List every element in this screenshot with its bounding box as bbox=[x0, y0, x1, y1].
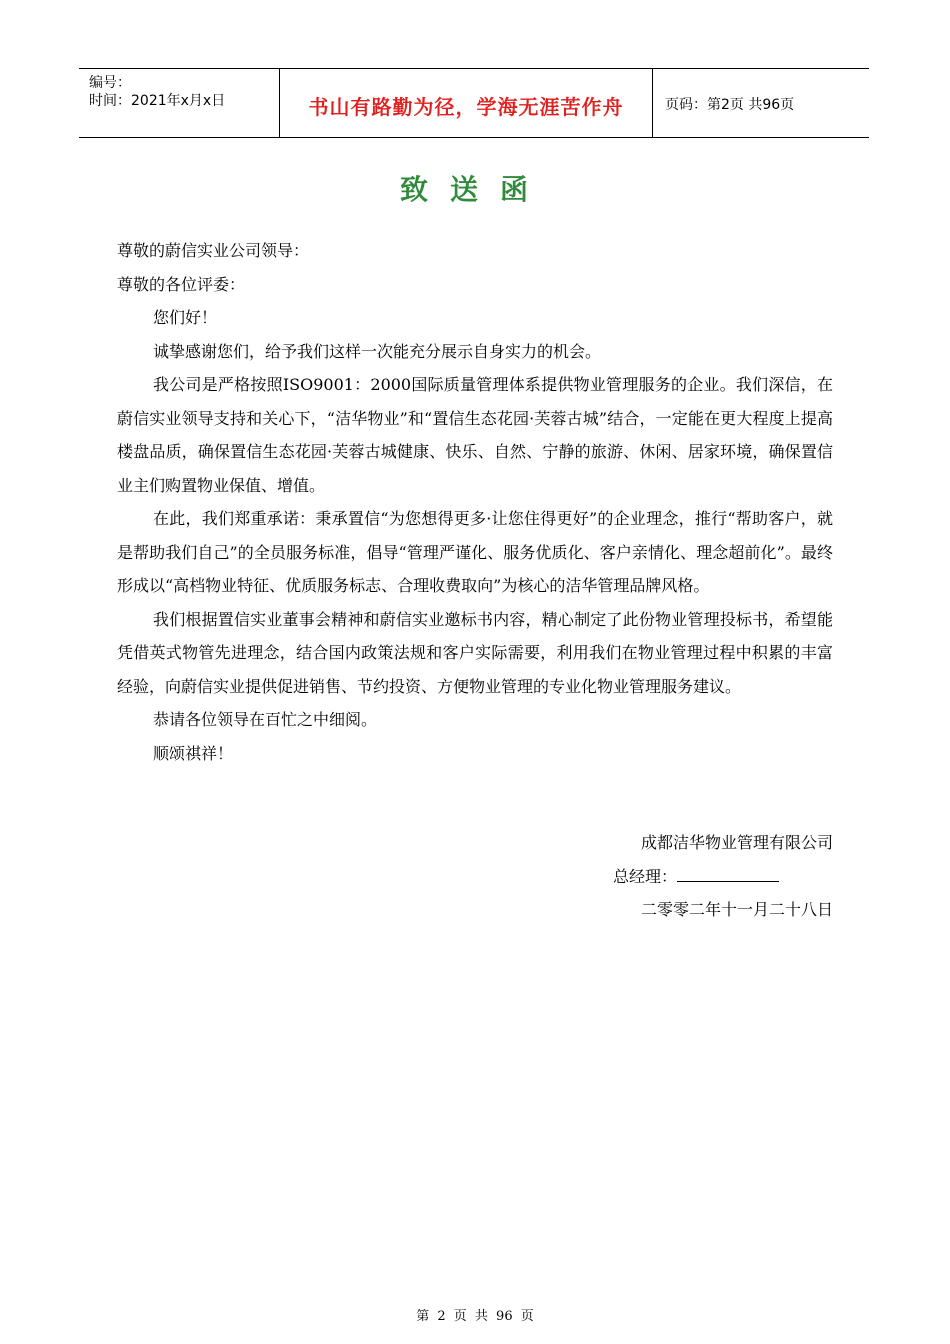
salutation-judges: 尊敬的各位评委： bbox=[117, 274, 246, 294]
greeting-paragraph: 您们好！ bbox=[153, 308, 218, 327]
closing-paragraph: 顺颂祺祥！ bbox=[153, 743, 234, 763]
signature-manager-row bbox=[613, 860, 833, 894]
proposal-paragraph: 我们根据置信实业董事会精神和蔚信实业邀标书内容，精心制定了此份物业管理投标书，希望能凭借英式物管先进理念，结合国内政策法规和客户实际需要，利用我们在物业管理过程中积累的丰富经验，向蔚信实业提供促进销售、节约投资、方便物业管理的专业化物业管理服务建议。 bbox=[117, 609, 833, 696]
signature-block bbox=[613, 826, 833, 927]
signature-manager-label: 总经理： bbox=[613, 866, 678, 886]
request-paragraph: 恭请各位领导在百忙之中细阅。 bbox=[153, 710, 378, 729]
document-title: 致送函 bbox=[399, 173, 550, 206]
header-page-info: 页码：第2页 共96页 bbox=[665, 97, 795, 113]
thanks-paragraph: 诚挚感谢您们，给予我们这样一次能充分展示自身实力的机会。 bbox=[153, 341, 602, 361]
company-intro-paragraph: 我公司是严格按照ISO9001：2000国际质量管理体系提供物业管理服务的企业。我们深信，在蔚信实业领导支持和关心下，“洁华物业”和“置信生态花园·芙蓉古城”结合，一定能在更大程度上提高楼盘品质，确保置信生态花园·芙蓉古城健康、快乐、自然、宁静的旅游、休闲、居家环境，确保置信业主们购置物业保值、增值。 bbox=[117, 375, 833, 495]
header-page-cell bbox=[653, 69, 869, 137]
document-time-label: 时间：2021年x月x日 bbox=[89, 93, 226, 109]
signature-line bbox=[677, 867, 779, 882]
salutation-leaders: 尊敬的蔚信实业公司领导： bbox=[117, 241, 310, 260]
commitment-paragraph: 在此，我们郑重承诺：秉承置信“为您想得更多·让您住得更好”的企业理念，推行“帮助客户，就是帮助我们自己”的全员服务标准，倡导“管理严谨化、服务优质化、客户亲情化、理念超前化”。最终形成以“高档物业特征、优质服务标志、合理收费取向”为核心的洁华管理品牌风格。 bbox=[117, 509, 833, 595]
letter-body bbox=[117, 234, 833, 770]
header-motto-cell bbox=[280, 69, 653, 137]
document-number-label: 编号： bbox=[89, 75, 131, 91]
header-motto: 书山有路勤为径，学海无涯苦作舟 bbox=[308, 95, 624, 119]
page-header bbox=[79, 68, 869, 138]
signature-date: 二零零二年十一月二十八日 bbox=[640, 900, 833, 919]
header-meta-cell bbox=[79, 69, 280, 137]
page-footer: 第 2 页 共 96 页 bbox=[416, 1309, 534, 1324]
signature-company: 成都洁华物业管理有限公司 bbox=[640, 833, 833, 852]
